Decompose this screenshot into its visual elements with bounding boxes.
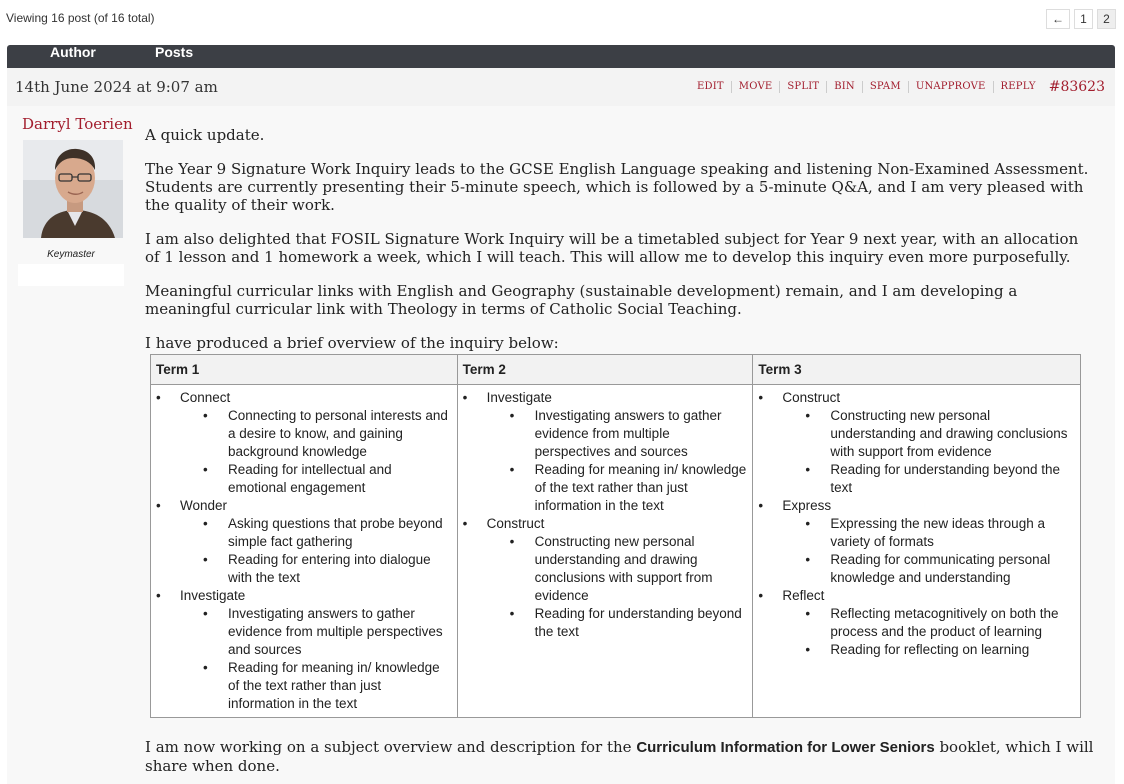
list-item: • Constructing new personal understanding and drawing conclusions with support from evidence xyxy=(805,407,1074,461)
post-date: 14th June 2024 at 9:07 am xyxy=(15,78,218,96)
posts-column-heading: Posts xyxy=(155,44,194,60)
paragraph: I am also delighted that FOSIL Signature Work Inquiry will be a timetabled subject for Year 9 next year, with an allocation of 1 lesson and 1 homework a week, which I will teach. This will allow me to develop this inquiry even more purposefully. xyxy=(145,230,1079,266)
list-item: • Asking questions that probe beyond simple fact gathering xyxy=(203,515,451,551)
reply-link[interactable]: REPLY xyxy=(993,81,1043,93)
post-body xyxy=(7,106,1115,784)
term-2-cell xyxy=(457,385,753,718)
list-item: • Investigating answers to gather evidence from multiple perspectives and sources xyxy=(510,407,747,461)
paragraph: Meaningful curricular links with English and Geography (sustainable development) remain, and I am developing a meaningful curricular link with Theology in terms of Catholic Social Teaching. xyxy=(145,282,1018,318)
list-item xyxy=(155,497,451,587)
paragraph: I have produced a brief overview of the inquiry below: xyxy=(145,334,559,352)
move-link[interactable]: MOVE xyxy=(731,81,780,93)
stage-label: Connect xyxy=(180,390,231,405)
prev-page-arrow-icon[interactable]: ← xyxy=(1046,9,1070,29)
list-item: • Constructing new personal understanding and drawing conclusions with support from evidence xyxy=(510,533,747,605)
list-item: • Connecting to personal interests and a desire to know, and gaining background knowledge xyxy=(203,407,451,461)
author-column-heading: Author xyxy=(50,44,96,60)
list-item: • Reading for understanding beyond the text xyxy=(510,605,747,641)
paragraph: The Year 9 Signature Work Inquiry leads to the GCSE English Language speaking and listening Non-Examined Assessment. Students are currently presenting their 5-minute speech, which is followed by a 5-minute Q&A, and I am very pleased with the quality of their work. xyxy=(145,160,1089,214)
post-permalink[interactable]: #83623 xyxy=(1048,79,1105,95)
list-item: • Reading for understanding beyond the text xyxy=(805,461,1074,497)
pagination xyxy=(1046,9,1116,29)
closing-paragraph xyxy=(145,738,1095,775)
spam-link[interactable]: SPAM xyxy=(862,81,908,93)
list-item: • Reading for meaning in/ knowledge of the text rather than just information in the text xyxy=(203,659,451,713)
list-item: • Reading for intellectual and emotional engagement xyxy=(203,461,451,497)
user-avatar-icon xyxy=(23,140,123,238)
edit-link[interactable]: EDIT xyxy=(697,81,724,92)
topbar xyxy=(0,0,1124,38)
author-badge-box xyxy=(18,264,124,286)
stage-label: Wonder xyxy=(180,498,228,513)
term-1-heading: Term 1 xyxy=(151,355,458,385)
author-name-link[interactable]: Darryl Toerien xyxy=(22,115,133,133)
term-1-cell xyxy=(151,385,458,718)
list-item: • Reflecting metacognitively on both the process and the product of learning xyxy=(805,605,1074,641)
term-3-cell xyxy=(753,385,1081,718)
stage-label: Reflect xyxy=(782,588,825,603)
list-item: • Expressing the new ideas through a variety of formats xyxy=(805,515,1074,551)
list-item: • Reading for entering into dialogue with the text xyxy=(203,551,451,587)
term-2-heading: Term 2 xyxy=(457,355,753,385)
page-current-2: 2 xyxy=(1097,9,1116,29)
split-link[interactable]: SPLIT xyxy=(779,81,826,93)
admin-links xyxy=(690,79,1105,95)
inquiry-overview-table xyxy=(150,354,1081,718)
post-meta-bar xyxy=(7,68,1115,106)
forum-header-bar xyxy=(7,45,1115,68)
stage-label: Construct xyxy=(782,390,841,405)
paragraph: A quick update. xyxy=(145,126,265,144)
closing-text-after: booklet, which I will share when done. xyxy=(145,738,1094,775)
list-item xyxy=(462,515,747,641)
page-link-1[interactable]: 1 xyxy=(1074,9,1093,29)
stage-label: Express xyxy=(782,498,832,513)
post-count: Viewing 16 post (of 16 total) xyxy=(6,11,155,25)
post-content xyxy=(145,126,1095,368)
table-header-row xyxy=(151,355,1081,385)
avatar[interactable] xyxy=(23,140,123,238)
term-3-heading: Term 3 xyxy=(753,355,1081,385)
list-item xyxy=(155,389,451,497)
booklet-title: Curriculum Information for Lower Seniors xyxy=(636,739,935,756)
list-item: • Reading for communicating personal knowledge and understanding xyxy=(805,551,1074,587)
stage-label: Investigate xyxy=(486,390,552,405)
closing-text-before: I am now working on a subject overview and description for the xyxy=(145,738,637,756)
table-row xyxy=(151,385,1081,718)
bin-link[interactable]: BIN xyxy=(826,81,862,93)
list-item: • Investigating answers to gather evidence from multiple perspectives and sources xyxy=(203,605,451,659)
list-item xyxy=(462,389,747,515)
stage-label: Construct xyxy=(486,516,545,531)
list-item: • Reading for reflecting on learning xyxy=(805,641,1074,659)
list-item xyxy=(757,497,1074,587)
stage-label: Investigate xyxy=(180,588,246,603)
author-role: Keymaster xyxy=(47,249,95,260)
list-item xyxy=(757,587,1074,659)
unapprove-link[interactable]: UNAPPROVE xyxy=(908,81,993,93)
list-item: • Reading for meaning in/ knowledge of the text rather than just information in the text xyxy=(510,461,747,515)
list-item xyxy=(757,389,1074,497)
list-item xyxy=(155,587,451,713)
